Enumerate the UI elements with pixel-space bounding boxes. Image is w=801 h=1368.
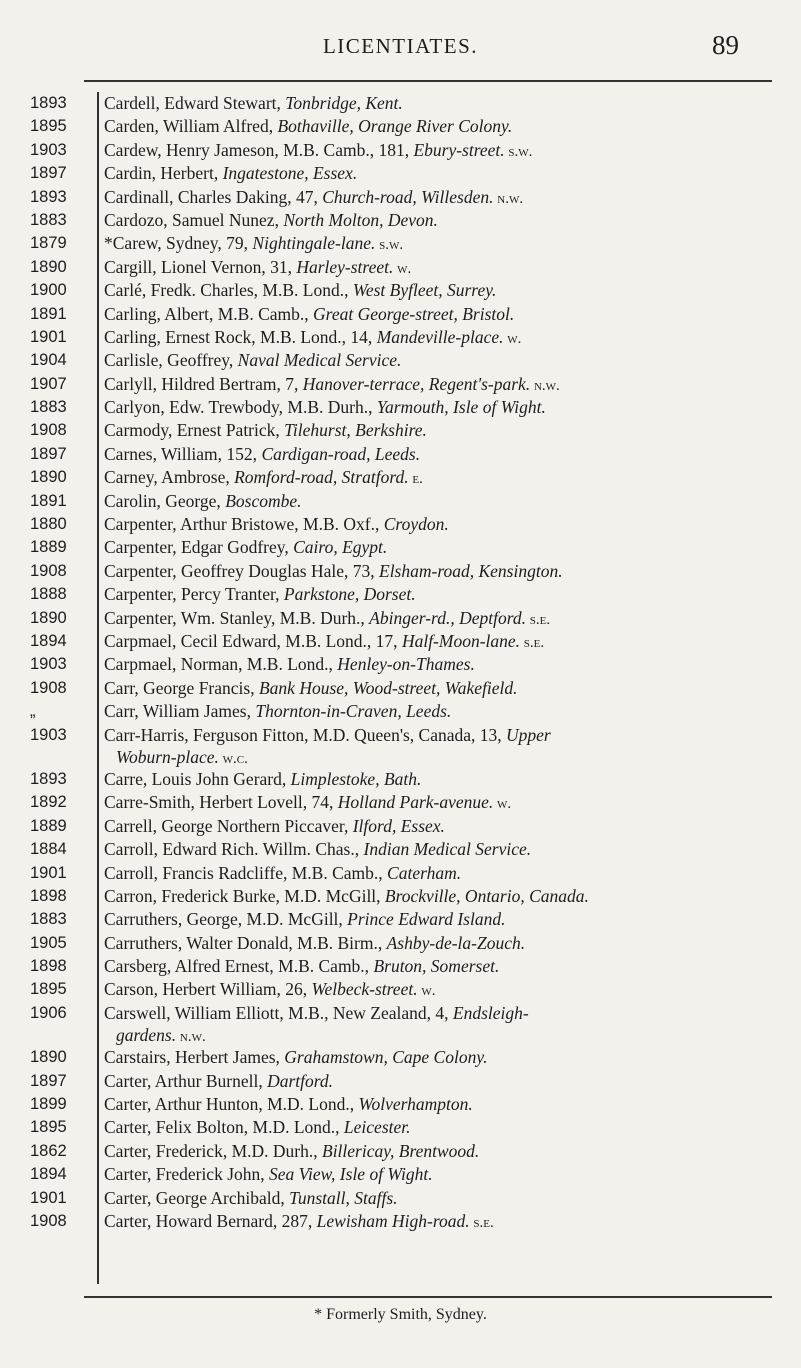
entry-year: 1903 [30, 725, 67, 744]
entry-text [104, 607, 773, 632]
entry-row [0, 560, 801, 583]
entry-row [0, 162, 801, 185]
entry-name: Carsberg, Alfred Ernest, M.B. Camb., [104, 956, 374, 977]
entry-year: 1879 [30, 234, 67, 253]
postal-district: s.w. [375, 237, 404, 254]
entry-text [104, 908, 773, 931]
entry-address: Church-road, Willesden. [322, 186, 494, 207]
entry-year: 1898 [30, 957, 67, 976]
entry-name: Carruthers, Walter Donald, M.B. Birm., [104, 932, 387, 953]
entry-name: Carter, Arthur Hunton, M.D. Lond., [104, 1094, 359, 1115]
entry-year: 1907 [30, 374, 67, 393]
entry-address: Bothaville, Orange River Colony. [277, 116, 513, 137]
entry-year: 1903 [30, 655, 67, 674]
entry-text [104, 653, 773, 676]
entry-row [0, 607, 801, 630]
entry-text [104, 978, 773, 1003]
entry-address: Harley-street. [296, 256, 394, 277]
entry-address: Ingatestone, Essex. [222, 163, 358, 184]
entry-address: Billericay, Brentwood. [322, 1140, 480, 1161]
entry-text [104, 791, 773, 816]
entry-address: Sea View, Isle of Wight. [269, 1164, 433, 1185]
entry-text [104, 92, 773, 115]
entry-row [0, 768, 801, 791]
entry-text [104, 466, 773, 491]
entry-row [0, 1210, 801, 1233]
entry-address: Wolverhampton. [358, 1094, 473, 1115]
entry-name: Carrell, George Northern Piccaver, [104, 815, 353, 836]
entry-continuation [0, 1025, 801, 1046]
entry-year: 1893 [30, 94, 67, 112]
entry-name: Carpenter, Wm. Stanley, M.B. Durh., [104, 607, 370, 628]
entry-address: Elsham-road, Kensington. [379, 560, 563, 581]
postal-district: s.e. [525, 611, 551, 628]
entry-name: Carlyon, Edw. Trewbody, M.B. Durh., [104, 397, 377, 418]
entry-name: Carter, Howard Bernard, 287, [104, 1210, 317, 1231]
entry-row [0, 419, 801, 442]
entry-text [104, 768, 773, 791]
entry-year: 1891 [30, 304, 67, 323]
entry-text [104, 1187, 773, 1210]
entry-text [104, 1002, 773, 1025]
entry-name: Cardew, Henry Jameson, M.B. Camb., 181, [104, 139, 414, 160]
entry-row [0, 700, 801, 723]
entry-year: 1889 [30, 816, 67, 835]
entry-row [0, 1163, 801, 1186]
entry-row [0, 791, 801, 814]
entry-address: Romford-road, Stratford. [234, 467, 409, 488]
entry-address: Brockville, Ontario, Canada. [384, 885, 589, 906]
entry-name: Carpmael, Cecil Edward, M.B. Lond., 17, [104, 630, 402, 651]
entry-text [104, 560, 773, 583]
entry-year: 1884 [30, 840, 67, 859]
entry-year: 1895 [30, 980, 67, 999]
entry-name: Carpenter, Geoffrey Douglas Hale, 73, [104, 560, 379, 581]
entry-year: 1901 [30, 327, 67, 346]
entry-address: Nightingale-lane. [252, 233, 376, 254]
entry-year: 1892 [30, 793, 67, 812]
entry-row [0, 303, 801, 326]
postal-district: s.w. [504, 143, 533, 160]
entry-name: Carroll, Edward Rich. Willm. Chas., [104, 839, 364, 860]
entry-name: Cardinall, Charles Daking, 47, [104, 186, 323, 207]
entry-address: Grahamstown, Cape Colony. [284, 1047, 488, 1068]
entry-name: Carruthers, George, M.D. McGill, [104, 909, 348, 930]
entry-name: Carney, Ambrose, [104, 467, 235, 488]
entry-year: 1897 [30, 444, 67, 463]
entry-text [104, 232, 773, 257]
entry-address: Mandeville-place. [376, 326, 504, 347]
entry-text [104, 677, 773, 700]
entry-address: Abinger-rd., Deptford. [369, 607, 526, 628]
entry-year: 1889 [30, 538, 67, 557]
entry-name: Carron, Frederick Burke, M.D. McGill, [104, 885, 385, 906]
entry-address: West Byfleet, Surrey. [352, 280, 497, 301]
entry-address: Dartford. [267, 1070, 334, 1091]
entry-row [0, 466, 801, 489]
entry-text [104, 162, 773, 185]
entry-row [0, 186, 801, 209]
entry-text [104, 303, 773, 326]
entry-row [0, 513, 801, 536]
entry-row [0, 232, 801, 255]
entry-address: Tilehurst, Berkshire. [284, 420, 427, 441]
entry-text [104, 1163, 773, 1186]
entry-year: 1901 [30, 863, 67, 882]
postal-district: w.c. [218, 750, 248, 767]
entry-address: Lewisham High-road. [316, 1210, 470, 1231]
entry-row [0, 115, 801, 138]
entry-name: Carter, Frederick, M.D. Durh., [104, 1140, 322, 1161]
entry-text [116, 747, 773, 770]
postal-district: s.e. [520, 634, 545, 651]
entry-address: Tonbridge, Kent. [285, 93, 403, 113]
entry-address: Parkstone, Dorset. [283, 584, 416, 605]
entry-year: 1883 [30, 210, 67, 229]
entry-year: 1890 [30, 608, 67, 627]
entry-address: Indian Medical Service. [363, 839, 532, 860]
postal-district: w. [503, 330, 522, 347]
entry-address: Half-Moon-lane. [401, 630, 521, 651]
entry-name: Carling, Ernest Rock, M.B. Lond., 14, [104, 326, 377, 347]
entry-text [104, 1046, 773, 1069]
postal-district: w. [493, 796, 512, 813]
entry-name: Carlé, Fredk. Charles, M.B. Lond., [104, 280, 353, 301]
entry-name: *Carew, Sydney, 79, [104, 233, 253, 254]
entry-row [0, 443, 801, 466]
postal-district: e. [408, 471, 423, 488]
entry-continuation [0, 747, 801, 768]
entry-text [104, 815, 773, 838]
footnote-rule [84, 1296, 772, 1298]
entry-name: Carling, Albert, M.B. Camb., [104, 303, 314, 324]
entry-year: 1899 [30, 1095, 67, 1114]
entry-row [0, 1002, 801, 1025]
postal-district: s.e. [469, 1214, 494, 1231]
entry-name: Cargill, Lionel Vernon, 31, [104, 256, 297, 277]
entry-year: 1883 [30, 398, 67, 417]
page-header [0, 30, 801, 70]
entry-year: 1906 [30, 1003, 67, 1022]
entry-row [0, 396, 801, 419]
postal-district: n.w. [176, 1029, 206, 1046]
entry-name: Carnes, William, 152, [104, 443, 262, 464]
entry-text [104, 536, 773, 559]
entry-name: Carswell, William Elliott, M.B., New Zealand, 4, [104, 1002, 453, 1023]
page-number: 89 [712, 30, 739, 60]
entry-name: Carpenter, Edgar Godfrey, [104, 537, 294, 558]
entry-text [104, 1116, 773, 1139]
entry-address: Ashby-de-la-Zouch. [386, 932, 526, 953]
entry-row [0, 326, 801, 349]
entry-name: Carson, Herbert William, 26, [104, 979, 312, 1000]
entry-name: Carr-Harris, Ferguson Fitton, M.D. Queen's, Canada, 13, [104, 724, 507, 745]
entry-row [0, 139, 801, 162]
entry-address: gardens. [116, 1025, 177, 1046]
entry-year: 1880 [30, 515, 67, 534]
entry-year: 1893 [30, 187, 67, 206]
entry-address: Yarmouth, Isle of Wight. [376, 397, 546, 418]
entry-address: Naval Medical Service. [237, 350, 402, 371]
entry-row [0, 373, 801, 396]
entry-year: 1908 [30, 561, 67, 580]
entry-name: Carden, William Alfred, [104, 116, 278, 137]
entry-text [104, 186, 773, 211]
entry-text [104, 700, 773, 723]
entry-address: Leicester. [343, 1117, 411, 1138]
entry-name: Carter, Frederick John, [104, 1164, 270, 1185]
entry-name: Carter, George Archibald, [104, 1187, 290, 1208]
entry-row [0, 1046, 801, 1069]
entry-address: Cairo, Egypt. [293, 537, 388, 558]
entry-row [0, 932, 801, 955]
running-title: LICENTIATES. [322, 34, 479, 58]
entry-text [104, 1070, 773, 1093]
footnote: * Formerly Smith, Sydney. [314, 1306, 487, 1323]
entry-row [0, 838, 801, 861]
entry-year: 1897 [30, 164, 67, 183]
entry-text [104, 396, 773, 419]
entry-name: Cardozo, Samuel Nunez, [104, 209, 284, 230]
entry-address: Woburn-place. [116, 746, 219, 767]
entry-address: Croydon. [383, 514, 449, 535]
entry-year: 1904 [30, 351, 67, 370]
entry-address: Thornton-in-Craven, Leeds. [255, 701, 452, 722]
entry-text [104, 139, 773, 164]
entry-name: Carpmael, Norman, M.B. Lond., [104, 654, 338, 675]
entry-year: 1890 [30, 1048, 67, 1067]
entry-text [104, 513, 773, 536]
entry-address: Boscombe. [225, 490, 302, 511]
entry-row [0, 630, 801, 653]
entry-year: 1905 [30, 933, 67, 952]
entry-name: Carter, Arthur Burnell, [104, 1070, 268, 1091]
entry-row [0, 1187, 801, 1210]
entry-year: 1895 [30, 1118, 67, 1137]
entry-address: Endsleigh- [452, 1002, 529, 1023]
entry-row [0, 1093, 801, 1116]
entry-name: Carre, Louis John Gerard, [104, 768, 291, 789]
entry-address: Cardigan-road, Leeds. [261, 443, 421, 464]
entry-row [0, 815, 801, 838]
entry-year: 1895 [30, 117, 67, 136]
postal-district: w. [417, 983, 436, 1000]
entry-year: 1898 [30, 886, 67, 905]
entry-address: Great George-street, Bristol. [313, 303, 515, 324]
entry-text [104, 443, 773, 466]
entry-text [104, 279, 773, 302]
entry-row [0, 279, 801, 302]
entry-year: 1908 [30, 421, 67, 440]
entry-text [104, 932, 773, 955]
entry-year: 1890 [30, 257, 67, 276]
entry-address: North Molton, Devon. [283, 209, 438, 230]
entry-address: Hanover-terrace, Regent's-park. [302, 373, 531, 394]
entry-text [104, 115, 773, 138]
entry-row [0, 583, 801, 606]
entry-text [104, 955, 773, 978]
postal-district: n.w. [530, 377, 560, 394]
entry-name: Carr, William James, [104, 701, 256, 722]
entry-text [104, 256, 773, 281]
entry-name: Carpenter, Percy Tranter, [104, 584, 284, 605]
entry-row [0, 955, 801, 978]
entry-row [0, 653, 801, 676]
entry-text [104, 326, 773, 351]
entry-year: 1862 [30, 1141, 67, 1160]
entry-year: 1900 [30, 281, 67, 300]
entry-year: 1894 [30, 631, 67, 650]
entry-text [104, 885, 773, 908]
entry-year: 1883 [30, 910, 67, 929]
entry-row [0, 885, 801, 908]
entry-row [0, 349, 801, 372]
entry-name: Cardin, Herbert, [104, 163, 223, 184]
entry-row [0, 862, 801, 885]
entry-row [0, 536, 801, 559]
entry-year: 1888 [30, 585, 67, 604]
entry-row [0, 1116, 801, 1139]
entry-row [0, 1140, 801, 1163]
entry-address: Tunstall, Staffs. [289, 1187, 398, 1208]
entry-row [0, 92, 801, 115]
entry-name: Carpenter, Arthur Bristowe, M.B. Oxf., [104, 514, 384, 535]
entry-name: Carter, Felix Bolton, M.D. Lond., [104, 1117, 344, 1138]
entry-text [104, 373, 773, 398]
entry-text [104, 838, 773, 861]
entry-year: 1908 [30, 678, 67, 697]
entry-text [104, 1140, 773, 1163]
licentiate-list [0, 92, 801, 1233]
entry-name: Carmody, Ernest Patrick, [104, 420, 285, 441]
entry-text [104, 1093, 773, 1116]
entry-text [104, 862, 773, 885]
entry-name: Carr, George Francis, [104, 677, 259, 698]
postal-district: w. [393, 260, 412, 277]
entry-year: 1890 [30, 468, 67, 487]
entry-row [0, 209, 801, 232]
entry-address: Ilford, Essex. [352, 815, 445, 836]
entry-year: 1897 [30, 1071, 67, 1090]
entry-address: Prince Edward Island. [347, 909, 506, 930]
entry-text [104, 349, 773, 372]
entry-name: Carlisle, Geoffrey, [104, 350, 238, 371]
entry-year: 1891 [30, 491, 67, 510]
entry-name: Carre-Smith, Herbert Lovell, 74, [104, 792, 338, 813]
header-rule [84, 80, 772, 82]
entry-row [0, 490, 801, 513]
entry-row [0, 256, 801, 279]
entry-text [104, 1210, 773, 1235]
entry-name: Carstairs, Herbert James, [104, 1047, 285, 1068]
entry-address: Welbeck-street. [311, 979, 418, 1000]
entry-year: 1901 [30, 1188, 67, 1207]
entry-address: Limplestoke, Bath. [290, 768, 422, 789]
entry-address: Caterham. [387, 862, 462, 883]
entry-row [0, 908, 801, 931]
entry-year: 1894 [30, 1165, 67, 1184]
entry-text [104, 490, 773, 513]
entry-row [0, 677, 801, 700]
entry-address: Bruton, Somerset. [373, 956, 500, 977]
entry-text [104, 630, 773, 655]
entry-row [0, 724, 801, 747]
entry-name: Carroll, Francis Radcliffe, M.B. Camb., [104, 862, 388, 883]
entry-text [104, 209, 773, 232]
entry-address: Henley-on-Thames. [337, 654, 475, 675]
entry-name: Cardell, Edward Stewart, [104, 93, 286, 113]
entry-name: Carolin, George, [104, 490, 226, 511]
entry-year: 1908 [30, 1211, 67, 1230]
entry-address: Ebury-street. [413, 139, 505, 160]
entry-text [104, 724, 773, 747]
entry-row [0, 978, 801, 1001]
entry-address: Bank House, Wood-street, Wakefield. [258, 677, 518, 698]
postal-district: n.w. [493, 190, 524, 207]
entry-year: „ [30, 702, 36, 721]
entry-year: 1903 [30, 140, 67, 159]
entry-row [0, 1070, 801, 1093]
entry-address: Upper [506, 724, 551, 745]
entry-address: Holland Park-avenue. [337, 792, 494, 813]
entry-name: Carlyll, Hildred Bertram, 7, [104, 373, 303, 394]
entry-text [104, 419, 773, 442]
entry-text [116, 1025, 773, 1048]
entry-text [104, 583, 773, 606]
entry-year: 1893 [30, 769, 67, 788]
